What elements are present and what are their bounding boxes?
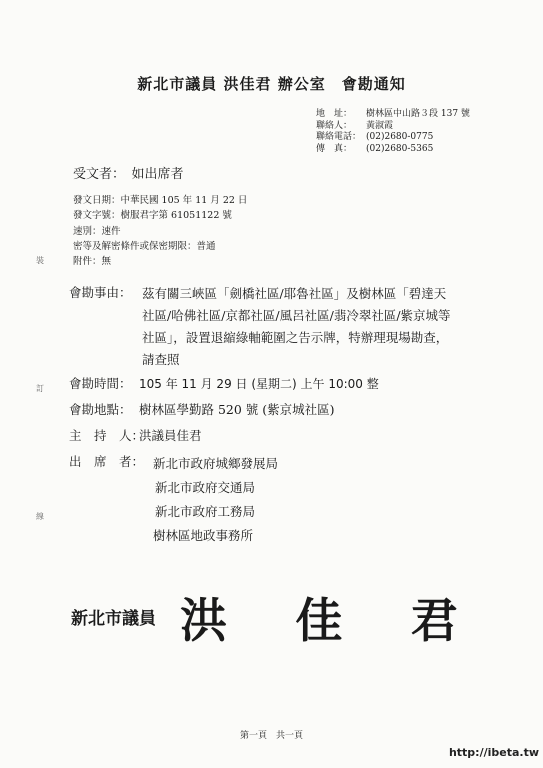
host-label: 主 持 人： [69, 428, 145, 443]
subject-text [142, 283, 502, 371]
location-label: 會勘地點： [69, 402, 132, 417]
contact-address: 地 址： 樹林區中山路３段 137 號 [316, 109, 470, 119]
contact-block [316, 109, 470, 155]
issue-date: 發文日期：中華民國 105 年 11 月 22 日 [73, 195, 248, 206]
attendees-label: 出 席 者： [69, 454, 145, 469]
binding-mark: 訂 [36, 384, 44, 393]
time-field [69, 374, 379, 392]
document-title: 新北市議員 洪佳君 辦公室 會勘通知 [137, 75, 406, 93]
seal-signature: 洪 佳 君 [180, 594, 484, 649]
confidentiality: 密等及解密條件或保密期限：普通 [73, 240, 216, 252]
host-value: 洪議員佳君 [139, 428, 202, 443]
contact-fax: 傳 真： (02)2680-5365 [316, 143, 434, 154]
attendee-item: 新北市政府城鄉發展局 [153, 456, 279, 471]
attendee-item: 新北市政府交通局 [155, 480, 256, 495]
urgency: 速別：速件 [73, 225, 121, 237]
host-field [69, 426, 202, 444]
attendee-item: 樹林區地政事務所 [153, 528, 254, 543]
location-value: 樹林區學勤路 520 號 (紫京城社區) [139, 402, 335, 417]
subject-label: 會勘事由： [69, 285, 132, 300]
meta-block [73, 193, 247, 269]
attendees-list [153, 452, 278, 548]
recipient-line: 受文者： 如出席者 [73, 167, 184, 182]
location-field [69, 400, 335, 418]
subject-line: 社區」，設置退縮綠軸範圍之告示牌，特辦理現場勘查， [142, 330, 449, 345]
attachment: 附件：無 [73, 256, 112, 268]
binding-mark: 裝 [36, 256, 44, 265]
document-number: 發文字號：樹服君字第 61051122 號 [73, 210, 232, 222]
time-label: 會勘時間： [69, 376, 132, 391]
watermark: http://ibeta.tw [448, 746, 539, 759]
subject-line: 茲有關三峽區「劍橋社區/耶魯社區」及樹林區「碧達天 [142, 286, 447, 301]
binding-mark: 線 [36, 512, 44, 521]
contact-person: 聯絡人： 黃淑霞 [316, 120, 394, 131]
attendee-item: 新北市政府工務局 [155, 504, 256, 519]
time-value: 105 年 11 月 29 日 (星期二) 上午 10:00 整 [139, 377, 379, 391]
contact-phone: 聯絡電話： (02)2680-0775 [316, 132, 434, 142]
subject-line: 社區/哈佛社區/京都社區/風呂社區/翡冷翠社區/紫京城等 [142, 308, 451, 323]
subject-line: 請查照 [142, 352, 180, 367]
seal-title: 新北市議員 [71, 609, 156, 629]
page-footer: 第一頁 共一頁 [239, 731, 303, 741]
